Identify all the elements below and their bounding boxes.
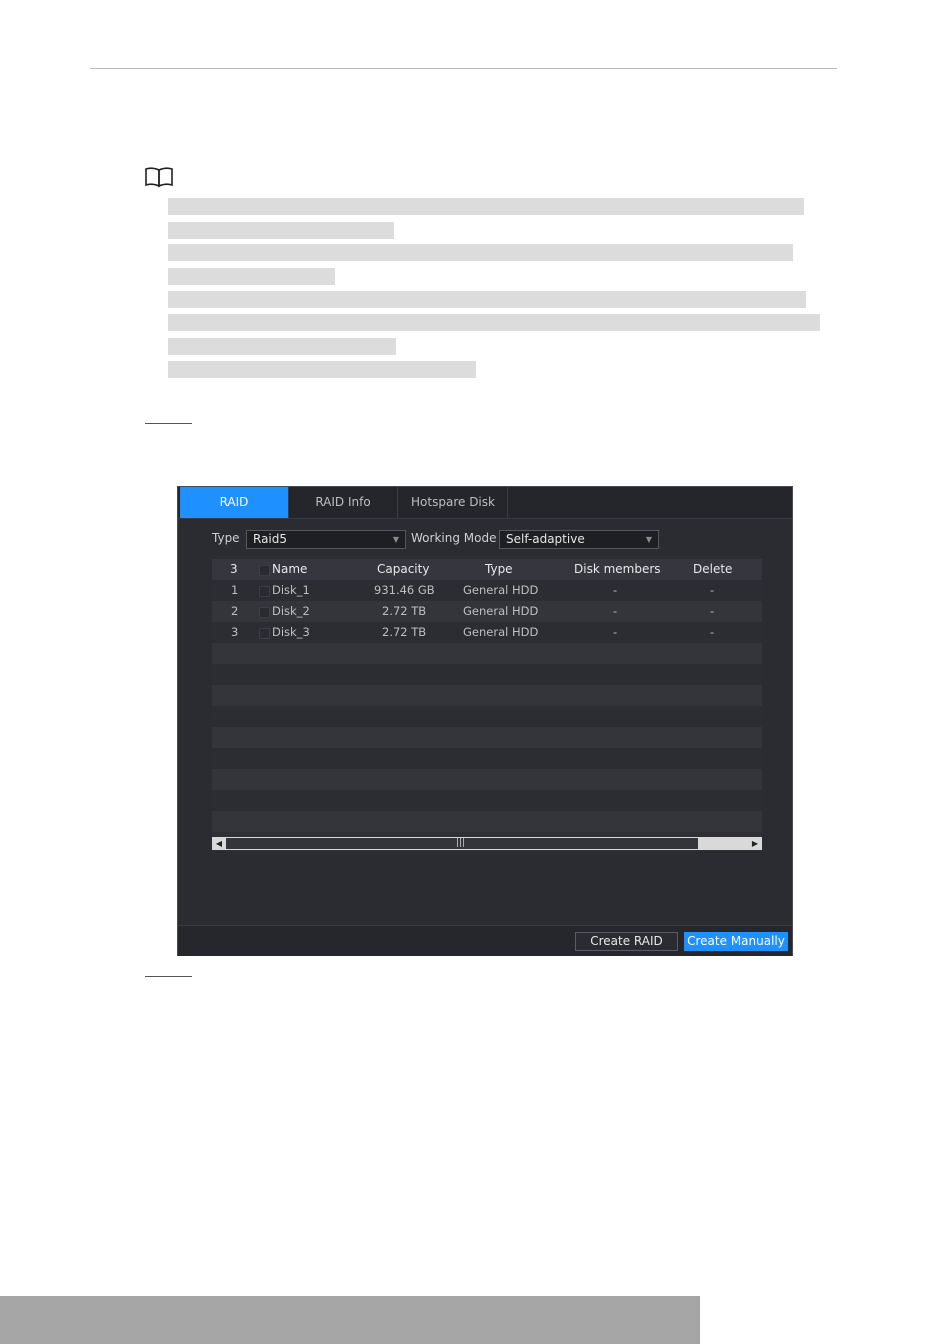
row-count: 3 <box>230 562 238 576</box>
empty-row <box>212 748 762 769</box>
row-checkbox[interactable] <box>259 586 270 597</box>
horizontal-scrollbar[interactable] <box>212 837 762 850</box>
redacted-text-line <box>168 291 806 308</box>
header-delete: Delete <box>693 562 733 576</box>
disk-capacity: 2.72 TB <box>382 604 427 618</box>
working-mode-select[interactable] <box>499 530 659 549</box>
table-row[interactable] <box>212 622 762 643</box>
type-select[interactable] <box>246 530 406 549</box>
redacted-text-line <box>168 198 804 215</box>
disk-members: - <box>613 583 618 597</box>
create-manually-button[interactable]: Create Manually <box>684 932 788 951</box>
row-index: 2 <box>231 604 239 618</box>
disk-delete[interactable]: - <box>710 583 715 597</box>
working-mode-select-value: Self-adaptive <box>506 532 585 546</box>
scroll-left-icon[interactable]: ◀ <box>215 839 223 848</box>
disk-members: - <box>613 604 618 618</box>
empty-row <box>212 727 762 748</box>
bottom-toolbar <box>178 925 792 956</box>
empty-row <box>212 790 762 811</box>
empty-row <box>212 769 762 790</box>
disk-members: - <box>613 625 618 639</box>
table-header <box>212 559 762 580</box>
tab-raid-info[interactable]: RAID Info <box>289 487 398 518</box>
row-index: 3 <box>231 625 239 639</box>
empty-row <box>212 706 762 727</box>
empty-row <box>212 685 762 706</box>
disk-capacity: 2.72 TB <box>382 625 427 639</box>
redacted-text-line <box>168 314 820 331</box>
tab-hotspare-disk[interactable]: Hotspare Disk <box>399 487 508 518</box>
tab-bar <box>178 487 792 519</box>
disk-type: General HDD <box>463 604 539 618</box>
note-book-icon <box>144 166 174 188</box>
row-index: 1 <box>231 583 239 597</box>
scrollbar-grip-icon: ||| <box>456 838 466 848</box>
header-rule <box>90 68 837 69</box>
header-type: Type <box>485 562 513 576</box>
empty-row <box>212 643 762 664</box>
disk-name: Disk_3 <box>272 625 310 639</box>
table-row[interactable] <box>212 580 762 601</box>
disk-capacity: 931.46 GB <box>374 583 435 597</box>
empty-row <box>212 811 762 832</box>
header-disk-members: Disk members <box>574 562 661 576</box>
chevron-down-icon: ▼ <box>392 535 399 544</box>
row-checkbox[interactable] <box>259 628 270 639</box>
disk-type: General HDD <box>463 583 539 597</box>
redacted-text-line <box>168 268 335 285</box>
header-name: Name <box>272 562 308 576</box>
working-mode-label: Working Mode <box>411 531 497 545</box>
scroll-right-icon[interactable]: ▶ <box>751 839 759 848</box>
redacted-text-line <box>168 222 394 239</box>
table-row[interactable] <box>212 601 762 622</box>
empty-row <box>212 664 762 685</box>
redacted-text-line <box>168 244 793 261</box>
header-capacity: Capacity <box>377 562 430 576</box>
step-marker <box>145 976 192 977</box>
disk-delete[interactable]: - <box>710 625 715 639</box>
disk-delete[interactable]: - <box>710 604 715 618</box>
disk-name: Disk_2 <box>272 604 310 618</box>
step-marker <box>145 423 192 424</box>
row-checkbox[interactable] <box>259 607 270 618</box>
disk-name: Disk_1 <box>272 583 310 597</box>
type-select-value: Raid5 <box>253 532 288 546</box>
redacted-text-line <box>168 361 476 378</box>
disk-table <box>212 559 762 851</box>
select-all-checkbox[interactable] <box>259 565 270 576</box>
create-raid-button[interactable]: Create RAID <box>575 932 678 951</box>
tab-raid[interactable]: RAID <box>180 487 289 518</box>
chevron-down-icon: ▼ <box>645 535 652 544</box>
disk-type: General HDD <box>463 625 539 639</box>
redacted-text-line <box>168 338 396 355</box>
footer-band <box>0 1296 700 1344</box>
raid-window <box>177 486 793 956</box>
type-label: Type <box>212 531 240 545</box>
